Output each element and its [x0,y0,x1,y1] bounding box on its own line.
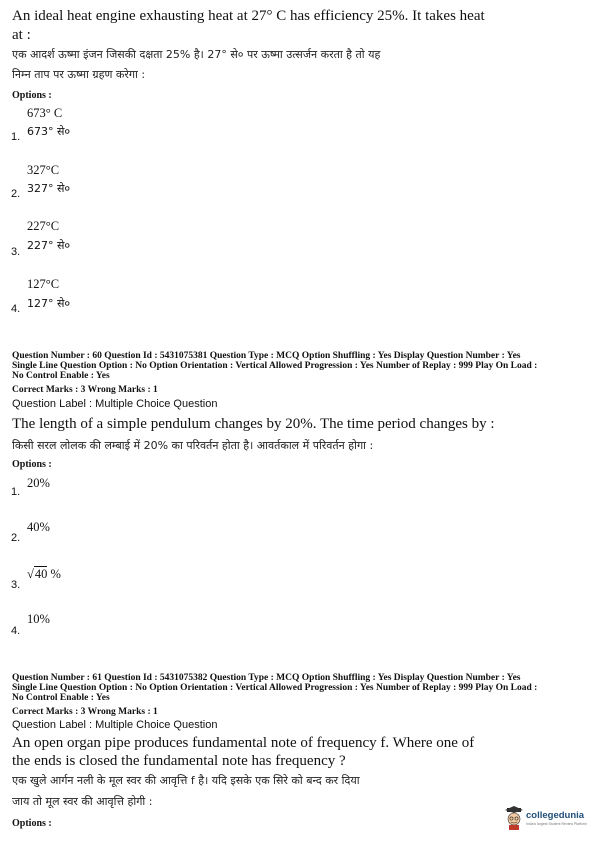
sqrt-symbol: √ [27,567,34,581]
q60-option-4-value: 10% [27,612,50,626]
q61-meta-line3: No Control Enable : Yes [12,693,110,703]
q59-option-1-hi: 673° से० [27,125,71,138]
q60-question-label: Question Label : Multiple Choice Question [12,398,218,410]
q59-text-line2: at : [12,27,31,43]
q61-marks: Correct Marks : 3 Wrong Marks : 1 [12,707,158,717]
q60-meta-line1: Question Number : 60 Question Id : 5431075381 Question Type : MCQ Option Shuffling : Yes Display Question Number : Yes [12,351,521,361]
q59-option-3-number: 3. [11,246,21,258]
q60-hindi-line1: किसी सरल लोलक की लम्बाई में 20% का परिवर्तन होता है। आवर्तकाल में परिवर्तन होगा : [12,439,374,452]
q59-text-line1: An ideal heat engine exhausting heat at 27° C has efficiency 25%. It takes heat [12,8,485,24]
q61-meta-line1: Question Number : 61 Question Id : 5431075382 Question Type : MCQ Option Shuffling : Yes Display Question Number : Yes [12,673,521,683]
logo-tagline: India's largest Student Review Platform [526,822,587,826]
q60-option-4-number: 4. [11,625,21,637]
q59-option-2-number: 2. [11,188,21,200]
q59-option-2-en: 327°C [27,163,60,177]
q61-options-label: Options : [12,818,52,829]
q61-question-label: Question Label : Multiple Choice Question [12,719,218,731]
q60-meta-line2: Single Line Question Option : No Option Orientation : Vertical Allowed Progression : Yes Number of Replay : 999 Play On Load : [12,361,538,371]
q59-option-2-hi: 327° से० [27,182,71,195]
q60-option-2-value: 40% [27,520,50,534]
q60-text-line1: The length of a simple pendulum changes by 20%. The time period changes by : [12,416,495,432]
q59-option-4-number: 4. [11,303,21,315]
q59-option-3-hi: 227° से० [27,239,71,252]
mascot-icon [504,806,524,830]
q61-hindi-line1: एक खुले आर्गन नली के मूल स्वर की आवृत्ति f है। यदि इसके एक सिरे को बन्द कर दिया [12,774,360,787]
q59-option-1-en: 673° C [27,106,63,120]
q61-text-line1: An open organ pipe produces fundamental note of frequency f. Where one of [12,735,475,751]
logo-wordmark: collegedunia [526,810,585,821]
q60-option-3-number: 3. [11,579,21,591]
q59-hindi-line1: एक आदर्श ऊष्मा इंजन जिसकी दक्षता 25% है। 27° से० पर ऊष्मा उत्सर्जन करता है तो यह [12,48,381,61]
q59-options-label: Options : [12,90,52,101]
q60-options-label: Options : [12,459,52,470]
percent-suffix: % [47,567,61,581]
q61-meta-line2: Single Line Question Option : No Option Orientation : Vertical Allowed Progression : Yes Number of Replay : 999 Play On Load : [12,683,538,693]
sqrt-radicand: 40 [34,567,48,581]
q59-option-1-number: 1. [11,131,21,143]
collegedunia-logo [504,806,594,832]
q60-option-3-value [27,566,61,582]
q59-hindi-line2: निम्न ताप पर ऊष्मा ग्रहण करेगा : [12,68,146,81]
q59-option-4-en: 127°C [27,277,60,291]
q60-marks: Correct Marks : 3 Wrong Marks : 1 [12,385,158,395]
q61-hindi-line2: जाय तो मूल स्वर की आवृत्ति होगी : [12,795,153,808]
q60-meta-line3: No Control Enable : Yes [12,371,110,381]
q60-option-1-number: 1. [11,486,21,498]
q59-option-3-en: 227°C [27,219,60,233]
q59-option-4-hi: 127° से० [27,297,71,310]
q60-option-1-value: 20% [27,476,50,490]
q60-option-2-number: 2. [11,532,21,544]
q61-text-line2: the ends is closed the fundamental note has frequency ? [12,753,346,769]
